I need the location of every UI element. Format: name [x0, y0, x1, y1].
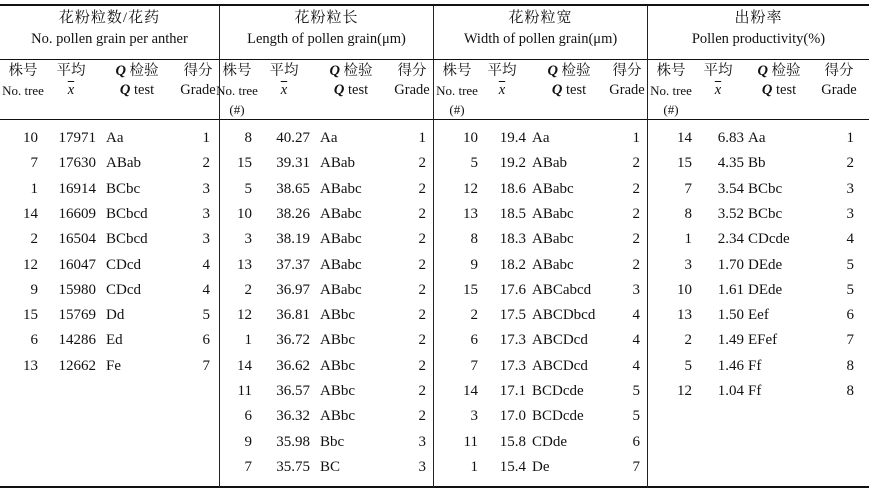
cell-grade: 3 [202, 231, 210, 248]
cell-q-test: DEde [748, 281, 783, 298]
q-zh: 检验 [561, 63, 591, 79]
cell-mean: 38.19 [276, 231, 310, 248]
q-zh: 检验 [343, 63, 373, 79]
cell-mean: 3.52 [717, 205, 744, 222]
cell-grade: 1 [632, 130, 640, 146]
group-title-en: Pollen productivity(%) [691, 31, 826, 47]
cell-mean: 14286 [58, 332, 96, 349]
cell-mean: 1.50 [717, 307, 744, 324]
subheader-mean [46, 62, 96, 118]
cell-q-test: Ff [748, 357, 762, 374]
cell-grade: 4 [632, 307, 640, 324]
cell-tree-no: 14 [463, 383, 478, 399]
cell-tree-no: 11 [237, 383, 252, 399]
group-title-en: Width of pollen grain(μm) [463, 31, 618, 47]
cell-grade: 2 [632, 155, 640, 172]
cell-tree-no: 10 [463, 130, 478, 146]
cell-mean: 39.31 [276, 155, 310, 172]
cell-mean: 35.75 [276, 458, 310, 475]
cell-grade: 3 [846, 180, 854, 197]
subheader-grade-zh: 得分 [824, 63, 854, 79]
cell-tree-no: 12 [463, 180, 478, 197]
cell-grade: 2 [418, 231, 426, 248]
subheader-q-line2 [316, 81, 386, 100]
cell-q-test: Dd [106, 307, 125, 324]
q-symbol: Q [547, 63, 558, 79]
group-header-rule [0, 59, 869, 60]
cell-q-test: Aa [320, 130, 338, 146]
cell-tree-no: 14 [677, 130, 692, 146]
cell-grade: 2 [846, 155, 854, 172]
cell-tree-no: 10 [23, 130, 38, 146]
cell-q-test: ABbc [320, 307, 355, 324]
cell-q-test: ABCDcd [532, 357, 588, 374]
cell-q-test: ABab [532, 155, 567, 172]
subheader-q-line1 [102, 62, 172, 81]
cell-grade: 1 [202, 130, 210, 146]
cell-grade: 5 [202, 307, 210, 324]
group-header-length [220, 8, 433, 58]
cell-mean: 35.98 [276, 433, 310, 450]
q-zh: 检验 [771, 63, 801, 79]
subheader-q-line1 [744, 62, 814, 81]
subheader-tree-zh: 株号 [222, 63, 252, 79]
cell-tree-no: 9 [244, 433, 252, 450]
subheader-grade-en: Grade [394, 82, 430, 98]
subheader-mean-zh: 平均 [269, 63, 299, 79]
group-title-zh: 花粉粒数/花药 [58, 10, 161, 26]
cell-mean: 16609 [58, 205, 96, 222]
subheader-q-line2 [102, 81, 172, 100]
cell-q-test: Eef [748, 307, 769, 324]
group-title-zh: 花粉粒宽 [508, 10, 573, 26]
subheader-q-line1 [528, 62, 610, 81]
subheader-mean-symbol: $\overline{x}$ [498, 82, 506, 98]
cell-q-test: ABabc [320, 256, 362, 273]
subheader-grade [392, 62, 432, 118]
cell-q-test: DEde [748, 256, 783, 273]
cell-grade: 2 [418, 357, 426, 374]
q-symbol: Q [757, 63, 768, 79]
cell-tree-no: 15 [463, 281, 478, 298]
cell-tree-no: 3 [470, 408, 478, 425]
cell-q-test: ABabc [532, 180, 574, 197]
cell-tree-no: 13 [23, 357, 38, 374]
cell-q-test: ABab [320, 155, 355, 172]
cell-q-test: ABbc [320, 332, 355, 349]
cell-grade: 2 [632, 231, 640, 248]
subheader-tree-en2: (#) [663, 102, 679, 117]
subheader-tree-en2: (#) [229, 102, 245, 117]
cell-mean: 36.72 [276, 332, 310, 349]
cell-tree-no: 1 [30, 180, 38, 197]
subheader-q-test [316, 62, 386, 118]
cell-tree-no: 9 [470, 256, 478, 273]
cell-grade: 1 [418, 130, 426, 146]
cell-tree-no: 7 [30, 155, 38, 172]
cell-q-test: Aa [748, 130, 766, 146]
cell-mean: 15.4 [499, 458, 526, 475]
cell-q-test: ABabc [320, 231, 362, 248]
cell-grade: 6 [846, 307, 854, 324]
cell-q-test: ABbc [320, 408, 355, 425]
q-en: test [133, 82, 155, 98]
cell-mean: 1.49 [717, 332, 744, 349]
cell-grade: 2 [418, 180, 426, 197]
cell-mean: 19.4 [499, 130, 526, 146]
cell-mean: 17.0 [499, 408, 526, 425]
cell-grade: 3 [202, 180, 210, 197]
cell-q-test: ABabc [320, 180, 362, 197]
cell-mean: 17.6 [499, 281, 526, 298]
cell-grade: 3 [418, 458, 426, 475]
cell-grade: 4 [202, 281, 210, 298]
cell-mean: 38.26 [276, 205, 310, 222]
cell-tree-no: 8 [470, 231, 478, 248]
cell-mean: 17971 [58, 130, 96, 146]
cell-grade: 4 [202, 256, 210, 273]
subheader-mean-symbol: $\overline{x}$ [280, 82, 288, 98]
subheader-grade-zh: 得分 [183, 63, 213, 79]
cell-mean: 17.5 [499, 307, 526, 324]
cell-mean: 2.34 [717, 231, 744, 248]
cell-q-test: De [532, 458, 550, 475]
cell-q-test: Aa [106, 130, 124, 146]
cell-grade: 5 [846, 281, 854, 298]
cell-mean: 37.37 [276, 256, 310, 273]
cell-q-test: ABbc [320, 357, 355, 374]
cell-tree-no: 1 [470, 458, 478, 475]
q-symbol: Q [119, 82, 131, 98]
cell-mean: 36.62 [276, 357, 310, 374]
cell-grade: 2 [418, 408, 426, 425]
cell-grade: 5 [632, 383, 640, 399]
cell-q-test: Ed [106, 332, 123, 349]
bottom-rule [0, 486, 869, 488]
q-symbol: Q [551, 82, 563, 98]
subheader-tree [216, 62, 258, 118]
cell-q-test: CDde [532, 433, 567, 450]
cell-tree-no: 2 [244, 281, 252, 298]
cell-q-test: ABabc [320, 281, 362, 298]
subheader-grade-zh: 得分 [612, 63, 642, 79]
cell-grade: 2 [418, 256, 426, 273]
cell-q-test: BC [320, 458, 341, 475]
subheader-grade-en: Grade [180, 82, 216, 98]
subheader-tree-en: No. tree [216, 83, 258, 98]
subheader-tree-en2: (#) [449, 102, 465, 117]
cell-mean: 17630 [58, 155, 96, 172]
cell-grade: 7 [632, 458, 640, 475]
cell-q-test: Bbc [320, 433, 345, 450]
subheader-mean-zh: 平均 [56, 63, 86, 79]
subheader-q-test [102, 62, 172, 118]
subheader-mean [258, 62, 310, 118]
cell-tree-no: 7 [470, 357, 478, 374]
cell-mean: 18.5 [499, 205, 526, 222]
q-en: test [347, 82, 369, 98]
cell-grade: 3 [202, 205, 210, 222]
cell-grade: 6 [632, 433, 640, 450]
subheader-grade-en: Grade [821, 82, 857, 98]
cell-grade: 6 [202, 332, 210, 349]
cell-mean: 16047 [58, 256, 96, 273]
cell-tree-no: 6 [470, 332, 478, 349]
cell-tree-no: 7 [244, 458, 252, 475]
cell-tree-no: 8 [684, 205, 692, 222]
subheader-tree-zh: 株号 [656, 63, 686, 79]
cell-q-test: EFef [748, 332, 778, 349]
cell-q-test: BCbcd [106, 231, 148, 248]
cell-mean: 16914 [58, 180, 96, 197]
cell-q-test: Fe [106, 357, 121, 374]
cell-tree-no: 2 [470, 307, 478, 324]
cell-tree-no: 7 [684, 180, 692, 197]
cell-grade: 8 [846, 357, 854, 374]
q-symbol: Q [761, 82, 773, 98]
subheader-tree-en: No. tree [650, 83, 692, 98]
cell-tree-no: 5 [244, 180, 252, 197]
subheader-q-test [744, 62, 814, 118]
cell-mean: 1.70 [717, 256, 744, 273]
subheader-mean [478, 62, 526, 118]
cell-tree-no: 1 [244, 332, 252, 349]
subheader-mean [692, 62, 744, 118]
group-header-width [434, 8, 647, 58]
top-rule [0, 4, 869, 6]
cell-mean: 17.1 [499, 383, 526, 399]
cell-q-test: ABabc [532, 205, 574, 222]
cell-mean: 15.8 [499, 433, 526, 450]
q-zh: 检验 [129, 63, 159, 79]
cell-mean: 6.83 [717, 130, 744, 146]
cell-mean: 17.3 [499, 357, 526, 374]
cell-grade: 2 [418, 155, 426, 172]
cell-mean: 17.3 [499, 332, 526, 349]
cell-grade: 3 [846, 205, 854, 222]
cell-tree-no: 10 [237, 205, 252, 222]
cell-grade: 4 [632, 332, 640, 349]
cell-grade: 2 [632, 180, 640, 197]
cell-grade: 4 [632, 357, 640, 374]
cell-mean: 36.32 [276, 408, 310, 425]
cell-grade: 2 [418, 281, 426, 298]
cell-tree-no: 6 [244, 408, 252, 425]
cell-q-test: BCbc [748, 205, 783, 222]
cell-grade: 4 [846, 231, 854, 248]
cell-tree-no: 8 [244, 130, 252, 146]
q-symbol: Q [329, 63, 340, 79]
subheader-tree-zh: 株号 [8, 63, 38, 79]
cell-grade: 2 [632, 256, 640, 273]
subheader-grade-en: Grade [609, 82, 645, 98]
q-symbol: Q [115, 63, 126, 79]
cell-grade: 2 [418, 307, 426, 324]
cell-tree-no: 12 [677, 383, 692, 399]
subheader-rule [0, 119, 869, 120]
q-en: test [565, 82, 587, 98]
cell-grade: 7 [846, 332, 854, 349]
cell-q-test: ABabc [320, 205, 362, 222]
cell-mean: 38.65 [276, 180, 310, 197]
cell-q-test: CDcd [106, 256, 141, 273]
cell-mean: 18.2 [499, 256, 526, 273]
subheader-q-line1 [316, 62, 386, 81]
subheader-grade-zh: 得分 [397, 63, 427, 79]
cell-mean: 36.97 [276, 281, 310, 298]
cell-grade: 3 [418, 433, 426, 450]
cell-q-test: ABbc [320, 383, 355, 399]
cell-q-test: BCDcde [532, 408, 584, 425]
subheader-tree [2, 62, 44, 118]
cell-mean: 3.54 [717, 180, 744, 197]
cell-q-test: ABab [106, 155, 141, 172]
cell-grade: 8 [846, 383, 854, 399]
cell-q-test: CDcde [748, 231, 790, 248]
subheader-q-line2 [528, 81, 610, 100]
cell-tree-no: 5 [470, 155, 478, 172]
cell-tree-no: 13 [237, 256, 252, 273]
cell-mean: 4.35 [717, 155, 744, 172]
group-title-zh: 出粉率 [734, 10, 783, 26]
cell-tree-no: 15 [23, 307, 38, 324]
group-header-count [0, 8, 219, 58]
cell-mean: 15769 [58, 307, 96, 324]
cell-mean: 18.6 [499, 180, 526, 197]
cell-mean: 18.3 [499, 231, 526, 248]
cell-q-test: Ff [748, 383, 762, 399]
subheader-grade [818, 62, 860, 118]
cell-q-test: Bb [748, 155, 766, 172]
subheader-q-line2 [744, 81, 814, 100]
cell-mean: 19.2 [499, 155, 526, 172]
subheader-mean-symbol: $\overline{x}$ [714, 82, 722, 98]
subheader-tree [430, 62, 484, 118]
cell-q-test: CDcd [106, 281, 141, 298]
cell-q-test: ABCDcd [532, 332, 588, 349]
cell-tree-no: 1 [684, 231, 692, 248]
cell-tree-no: 14 [23, 205, 38, 222]
cell-grade: 2 [418, 332, 426, 349]
cell-q-test: ABCabcd [532, 281, 592, 298]
cell-mean: 12662 [58, 357, 96, 374]
subheader-grade [180, 62, 216, 118]
cell-tree-no: 5 [684, 357, 692, 374]
subheader-tree-en: No. tree [436, 83, 478, 98]
cell-grade: 2 [202, 155, 210, 172]
cell-mean: 1.04 [717, 383, 744, 399]
group-title-en: Length of pollen grain(μm) [247, 31, 406, 47]
cell-q-test: BCDcde [532, 383, 584, 399]
cell-grade: 1 [846, 130, 854, 146]
cell-tree-no: 10 [677, 281, 692, 298]
cell-tree-no: 15 [677, 155, 692, 172]
cell-tree-no: 14 [237, 357, 252, 374]
cell-grade: 2 [418, 383, 426, 399]
cell-mean: 16504 [58, 231, 96, 248]
cell-tree-no: 15 [237, 155, 252, 172]
group-title-zh: 花粉粒长 [294, 10, 359, 26]
cell-grade: 5 [846, 256, 854, 273]
cell-tree-no: 12 [237, 307, 252, 324]
cell-tree-no: 9 [30, 281, 38, 298]
cell-grade: 5 [632, 408, 640, 425]
cell-tree-no: 6 [30, 332, 38, 349]
cell-q-test: ABabc [532, 256, 574, 273]
subheader-grade [608, 62, 646, 118]
cell-q-test: ABabc [532, 231, 574, 248]
cell-grade: 2 [418, 205, 426, 222]
subheader-tree-zh: 株号 [442, 63, 472, 79]
cell-tree-no: 13 [463, 205, 478, 222]
cell-mean: 36.81 [276, 307, 310, 324]
subheader-tree-en: No. tree [2, 83, 44, 98]
cell-tree-no: 3 [684, 256, 692, 273]
cell-q-test: BCbc [106, 180, 141, 197]
cell-mean: 1.46 [717, 357, 744, 374]
q-symbol: Q [333, 82, 345, 98]
cell-tree-no: 13 [677, 307, 692, 324]
q-en: test [775, 82, 797, 98]
subheader-mean-zh: 平均 [703, 63, 733, 79]
subheader-mean-zh: 平均 [487, 63, 517, 79]
cell-q-test: ABCDbcd [532, 307, 596, 324]
subheader-tree [644, 62, 698, 118]
cell-mean: 15980 [58, 281, 96, 298]
cell-tree-no: 2 [684, 332, 692, 349]
cell-grade: 2 [632, 205, 640, 222]
cell-q-test: BCbc [748, 180, 783, 197]
group-title-en: No. pollen grain per anther [31, 31, 188, 47]
subheader-mean-symbol: $\overline{x}$ [67, 82, 75, 98]
cell-mean: 1.61 [717, 281, 744, 298]
cell-tree-no: 11 [463, 433, 478, 450]
cell-tree-no: 3 [244, 231, 252, 248]
cell-tree-no: 2 [30, 231, 38, 248]
subheader-q-test [528, 62, 610, 118]
cell-mean: 36.57 [276, 383, 310, 399]
cell-grade: 3 [632, 281, 640, 298]
cell-tree-no: 12 [23, 256, 38, 273]
cell-mean: 40.27 [276, 130, 310, 146]
group-header-productivity [648, 8, 869, 58]
cell-q-test: Aa [532, 130, 550, 146]
cell-grade: 7 [202, 357, 210, 374]
cell-q-test: BCbcd [106, 205, 148, 222]
